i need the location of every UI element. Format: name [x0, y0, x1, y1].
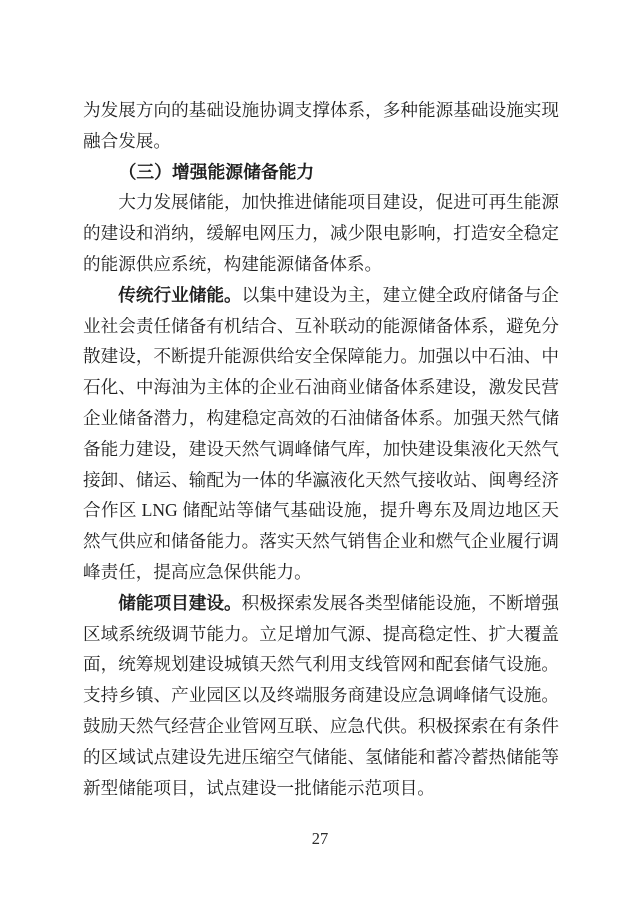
page-number: 27	[311, 829, 329, 848]
paragraph-traditional-storage	[83, 280, 559, 588]
paragraph-traditional-storage-lead: 传统行业储能。	[118, 284, 242, 305]
paragraph-storage-projects	[83, 588, 559, 804]
paragraph-traditional-storage-text: 以集中建设为主，建立健全政府储备与企业社会责任储备有机结合、互补联动的能源储备体系，避免分散建设，不断提升能源供给安全保障能力。加强以中石油、中石化、中海油为主体的企业石油商业储备体系建设，激发民营企业储备潜力，构建稳定高效的石油储备体系。加强天然气储备能力建设，建设天然气调峰储气库，加快建设集液化天然气接卸、储运、输配为一体的华瀛液化天然气接收站、闽粤经济合作区 LNG 储配站等储气基础设施，提升粤东及周边地区天然气供应和储备能力。落实天然气销售企业和燃气企业履行调峰责任，提高应急保供能力。	[83, 284, 559, 582]
paragraph-develop-storage: 大力发展储能，加快推进储能项目建设，促进可再生能源的建设和消纳，缓解电网压力，减少限电影响，打造安全稳定的能源供应系统，构建能源储备体系。	[83, 192, 559, 274]
document-body	[83, 95, 559, 803]
section-heading: （三）增强能源储备能力	[118, 161, 315, 182]
paragraph-storage-projects-text: 积极探索发展各类型储能设施，不断增强区域系统级调节能力。立足增加气源、提高稳定性、扩大覆盖面，统筹规划建设城镇天然气利用支线管网和配套储气设施。支持乡镇、产业园区以及终端服务商建设应急调峰储气设施。鼓励天然气经营企业管网互联、应急代供。积极探索在有条件的区域试点建设先进压缩空气储能、氢储能和蓄冷蓄热储能等新型储能项目，试点建设一批储能示范项目。	[83, 592, 559, 798]
paragraph-storage-projects-lead: 储能项目建设。	[118, 592, 242, 613]
paragraph-continuation: 为发展方向的基础设施协调支撑体系，多种能源基础设施实现融合发展。	[83, 100, 559, 151]
